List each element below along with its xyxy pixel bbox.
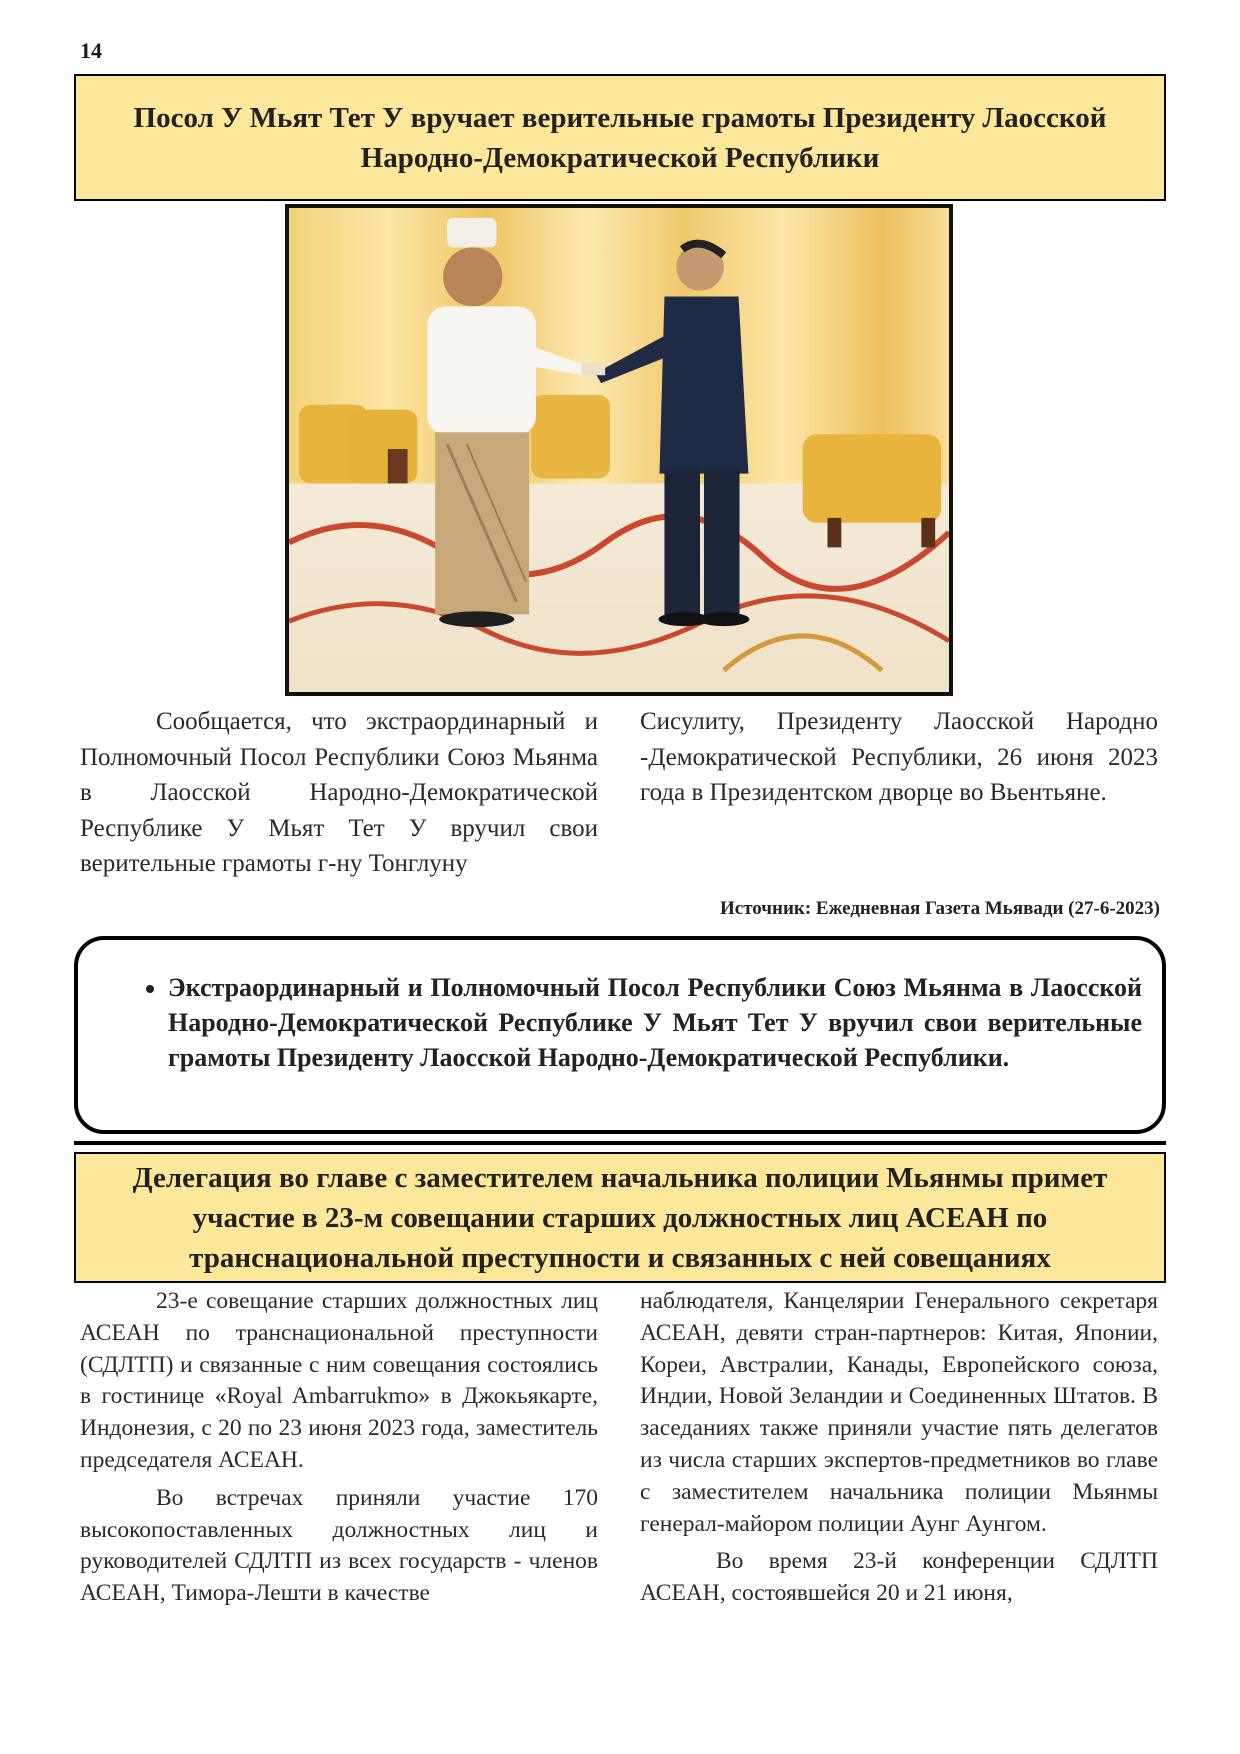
paragraph: Во время 23-й конференции СДЛТП АСЕАН, состоявшейся 20 и 21 июня, bbox=[640, 1548, 1158, 1607]
headline-line: Посол У Мьят Тет У вручает верительные грамоты Президенту Лаосской bbox=[133, 101, 1107, 134]
paragraph: 23-е совещание старших должностных лиц АСЕАН по транснациональной преступности (СДЛТП) и связанные с ним совещания состоялись в гостинице «Royal Ambarrukmo» в Джокьякарте, Индонезия, с 20 по 23 июня 2023 года, заместитель председателя АСЕАН. bbox=[80, 1288, 598, 1473]
article-2-headline bbox=[74, 1152, 1166, 1283]
page-number: 14 bbox=[80, 38, 102, 63]
article-2-column-2 bbox=[640, 1286, 1158, 1616]
summary-list bbox=[128, 970, 1142, 1075]
section-divider bbox=[74, 1141, 1166, 1145]
article-2-column-1 bbox=[80, 1286, 598, 1616]
article-1-headline bbox=[74, 74, 1166, 201]
paragraph: Во встречах приняли участие 170 высокопоставленных должностных лиц и руководителей СДЛТП из всех государств - членов АСЕАН, Тимора-Лешти в качестве bbox=[80, 1484, 598, 1607]
paragraph: наблюдателя, Канцелярии Генерального секретаря АСЕАН, девяти стран-партнеров: Китая, Японии, Кореи, Австралии, Канады, Европейского союза, Индии, Новой Зеландии и Соединенных Штатов. В заседаниях также приняли участие пять делегатов из числа старших экспертов-предметников во главе с заместителем начальника полиции Мьянмы генерал-майором полиции Аунг Аунгом. bbox=[640, 1288, 1158, 1537]
article-1-column-1 bbox=[80, 704, 598, 882]
headline-line: Народно-Демократической Республики bbox=[360, 141, 880, 174]
headline-line: Делегация во главе с заместителем начальника полиции Мьянмы примет bbox=[132, 1161, 1108, 1194]
source-citation: Источник: Ежедневная Газета Мьявади (27-6-2023) bbox=[720, 898, 1160, 919]
ceremony-photo-icon bbox=[289, 208, 949, 692]
summary-bullet: • Экстраординарный и Полномочный Посол Республики Союз Мьянма в Лаосской Народно-Демократической Республике У Мьят Тет У вручил свои верительные грамоты Президенту Лаосской Народно-Демократической Республики. bbox=[168, 970, 1142, 1075]
headline-line: транснациональной преступности и связанных с ней совещаниях bbox=[189, 1241, 1051, 1274]
article-1-column-2 bbox=[640, 704, 1158, 811]
paragraph: Сообщается, что экстраординарный и Полномочный Посол Республики Союз Мьянма в Лаосской Народно-Демократической Республике У Мьят Тет У вручил свои верительные грамоты г-ну Тонглуну bbox=[80, 708, 598, 877]
ceremony-photo bbox=[285, 204, 953, 696]
paragraph: Сисулиту, Президенту Лаосской Народно -Демократической Республики, 26 июня 2023 года в Президентском дворце во Вьентьяне. bbox=[640, 708, 1158, 806]
summary-box bbox=[74, 936, 1166, 1134]
headline-line: участие в 23-м совещании старших должностных лиц АСЕАН по bbox=[192, 1201, 1048, 1234]
